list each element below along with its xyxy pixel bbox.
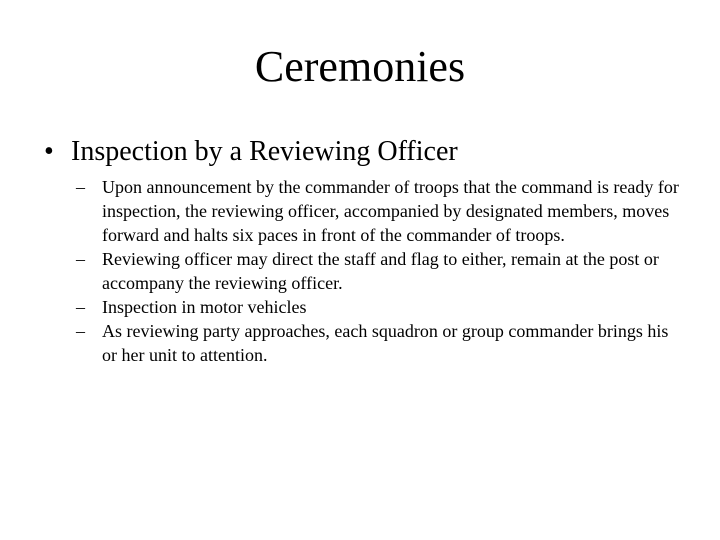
dash-icon: – xyxy=(76,297,85,317)
sub-bullet-text: Reviewing officer may direct the staff and flag to either, remain at the post or accompany the reviewing officer. xyxy=(102,249,659,293)
sub-bullet-list xyxy=(76,175,686,367)
sub-bullet-item xyxy=(76,319,686,367)
sub-bullet-item xyxy=(76,175,686,247)
dash-icon: – xyxy=(76,177,85,197)
bullet-icon: • xyxy=(44,136,54,167)
sub-bullet-item xyxy=(76,247,686,295)
slide-title: Ceremonies xyxy=(254,42,466,91)
sub-bullet-text: As reviewing party approaches, each squadron or group commander brings his or her unit to attention. xyxy=(102,321,669,365)
dash-icon: – xyxy=(76,321,85,341)
sub-bullet-text: Inspection in motor vehicles xyxy=(102,297,307,317)
main-bullet-text: Inspection by a Reviewing Officer xyxy=(71,136,458,167)
sub-bullet-text: Upon announcement by the commander of troops that the command is ready for inspection, the reviewing officer, accompanied by designated members, moves forward and halts six paces in front of the commander of troops. xyxy=(102,177,679,245)
sub-bullet-item xyxy=(76,295,686,319)
dash-icon: – xyxy=(76,249,85,269)
